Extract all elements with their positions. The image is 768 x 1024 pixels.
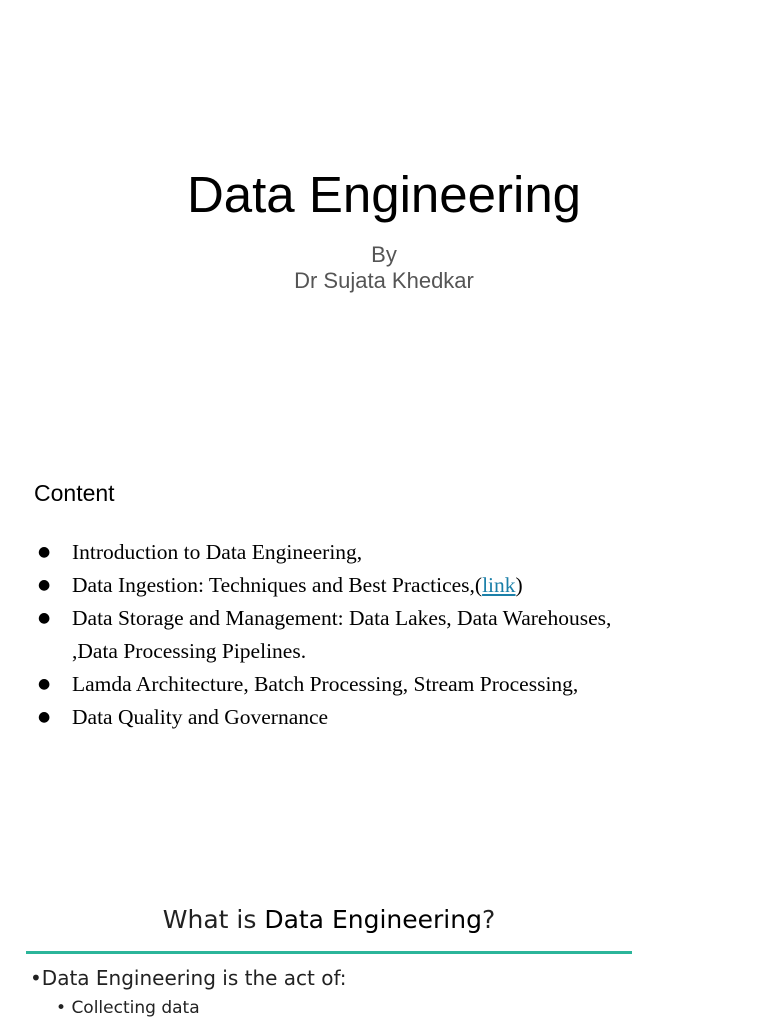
definition-title [26,900,632,940]
bullet-icon: ● [38,577,51,593]
list-item-text: Data Storage and Management: Data Lakes, Data Warehouses, [72,606,612,630]
definition-slide [26,880,632,1024]
definition-sub-bullet [56,996,200,1020]
content-list [34,536,754,734]
definition-sub-bullet-text: Collecting data [71,998,200,1018]
ingestion-link[interactable]: link [482,573,516,597]
bullet-icon: ● [38,610,51,626]
author-name: Dr Sujata Khedkar [294,268,474,293]
list-item [34,536,754,569]
bullet-icon: ● [38,709,51,725]
content-heading: Content [34,480,115,506]
list-item [34,701,754,734]
definition-bullet-rest: is the act of: [215,966,347,990]
bullet-icon: ● [38,544,51,560]
definition-title-prefix: What is [162,905,265,934]
list-item [34,668,754,701]
content-slide [0,440,768,880]
bullet-icon: • [56,998,67,1018]
title-slide [0,0,768,440]
list-item-text-continued: ,Data Processing Pipelines. [72,639,307,663]
list-item-text: Data Ingestion: Techniques and Best Practices,( [72,573,483,597]
title-rule [26,951,632,954]
byline [0,242,768,294]
list-item-text: Introduction to Data Engineering, [72,540,363,564]
main-title: Data Engineering [186,166,582,223]
list-item [34,569,754,602]
definition-title-suffix: ? [481,905,496,934]
bullet-icon: ● [38,676,51,692]
definition-bullet [30,964,347,992]
list-item-text-end: ) [515,573,523,597]
list-item-text: Data Quality and Governance [72,705,329,729]
by-label: By [371,242,397,267]
list-item [34,602,754,668]
bullet-icon: • [30,966,42,990]
definition-bullet-bold: Data Engineering [41,966,216,990]
list-item-text: Lamda Architecture, Batch Processing, Stream Processing, [72,672,579,696]
definition-title-bold: Data Engineering [264,905,482,934]
